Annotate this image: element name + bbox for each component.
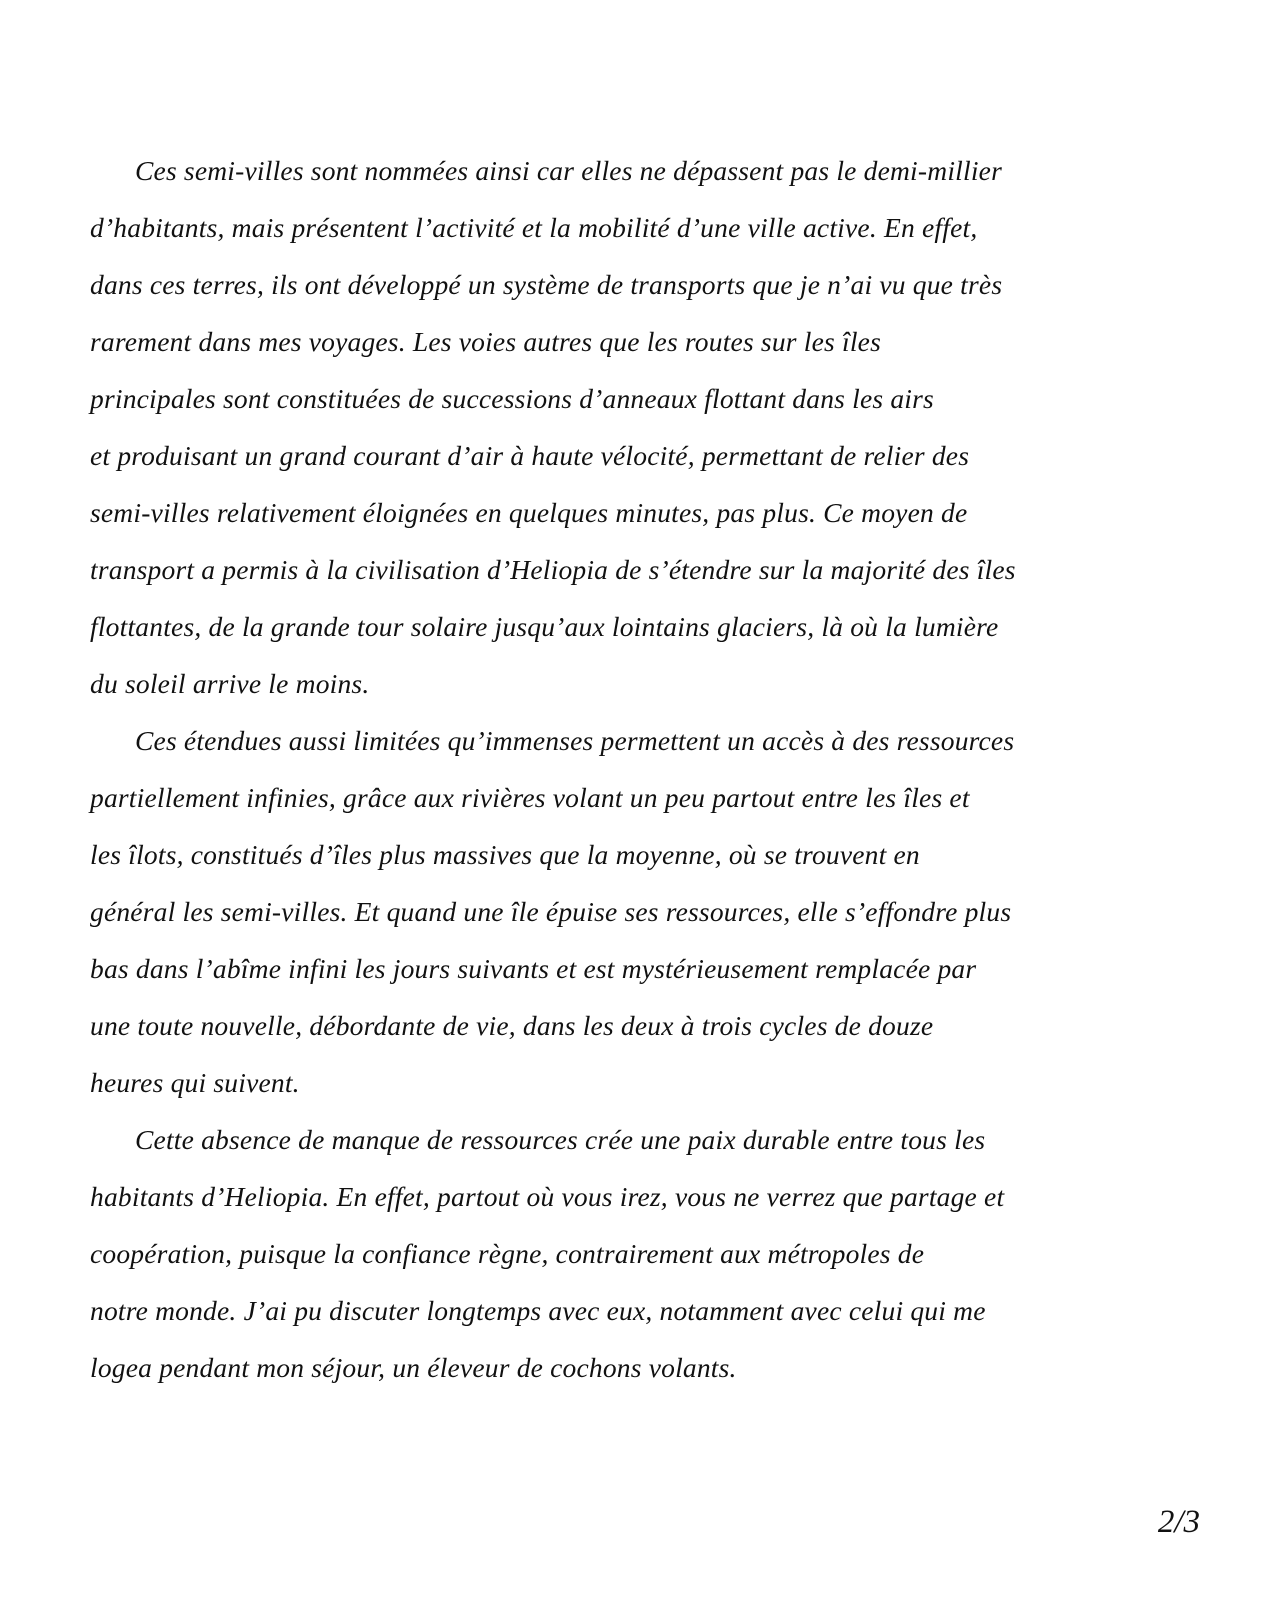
text-line: coopération, puisque la confiance règne, contrairement aux métropoles de: [90, 1238, 925, 1269]
text-line: heures qui suivent.: [90, 1067, 300, 1098]
text-line: les îlots, constitués d’îles plus massives que la moyenne, où se trouvent en: [90, 839, 920, 870]
text-line: bas dans l’abîme infini les jours suivants et est mystérieusement remplacée par: [90, 953, 977, 984]
text-line: et produisant un grand courant d’air à haute vélocité, permettant de relier des: [90, 440, 970, 471]
text-line: partiellement infinies, grâce aux rivières volant un peu partout entre les îles et: [90, 782, 970, 813]
paragraph: [90, 712, 1190, 1111]
text-line: logea pendant mon séjour, un éleveur de cochons volants.: [90, 1352, 737, 1383]
document-text: [90, 142, 1190, 1396]
text-line: notre monde. J’ai pu discuter longtemps avec eux, notamment avec celui qui me: [90, 1295, 986, 1326]
text-line: général les semi-villes. Et quand une île épuise ses ressources, elle s’effondre plus: [90, 896, 1012, 927]
text-line: flottantes, de la grande tour solaire jusqu’aux lointains glaciers, là où la lumière: [90, 611, 999, 642]
text-line: dans ces terres, ils ont développé un système de transports que je n’ai vu que très: [90, 269, 1003, 300]
text-line: Ces semi-villes sont nommées ainsi car elles ne dépassent pas le demi-millier: [135, 155, 1002, 186]
text-line: semi-villes relativement éloignées en quelques minutes, pas plus. Ce moyen de: [90, 497, 968, 528]
text-line: principales sont constituées de successions d’anneaux flottant dans les airs: [90, 383, 934, 414]
paragraph: [90, 1111, 1190, 1396]
text-line: du soleil arrive le moins.: [90, 668, 370, 699]
page-number: 2/3: [1157, 1504, 1200, 1540]
text-line: rarement dans mes voyages. Les voies autres que les routes sur les îles: [90, 326, 881, 357]
text-line: Ces étendues aussi limitées qu’immenses permettent un accès à des ressources: [135, 725, 1015, 756]
text-line: une toute nouvelle, débordante de vie, dans les deux à trois cycles de douze: [90, 1010, 934, 1041]
text-line: habitants d’Heliopia. En effet, partout où vous irez, vous ne verrez que partage et: [90, 1181, 1005, 1212]
text-line: transport a permis à la civilisation d’Heliopia de s’étendre sur la majorité des îles: [90, 554, 1016, 585]
text-line: d’habitants, mais présentent l’activité et la mobilité d’une ville active. En effet,: [90, 212, 978, 243]
paragraph: [90, 142, 1190, 712]
text-line: Cette absence de manque de ressources crée une paix durable entre tous les: [135, 1124, 986, 1155]
